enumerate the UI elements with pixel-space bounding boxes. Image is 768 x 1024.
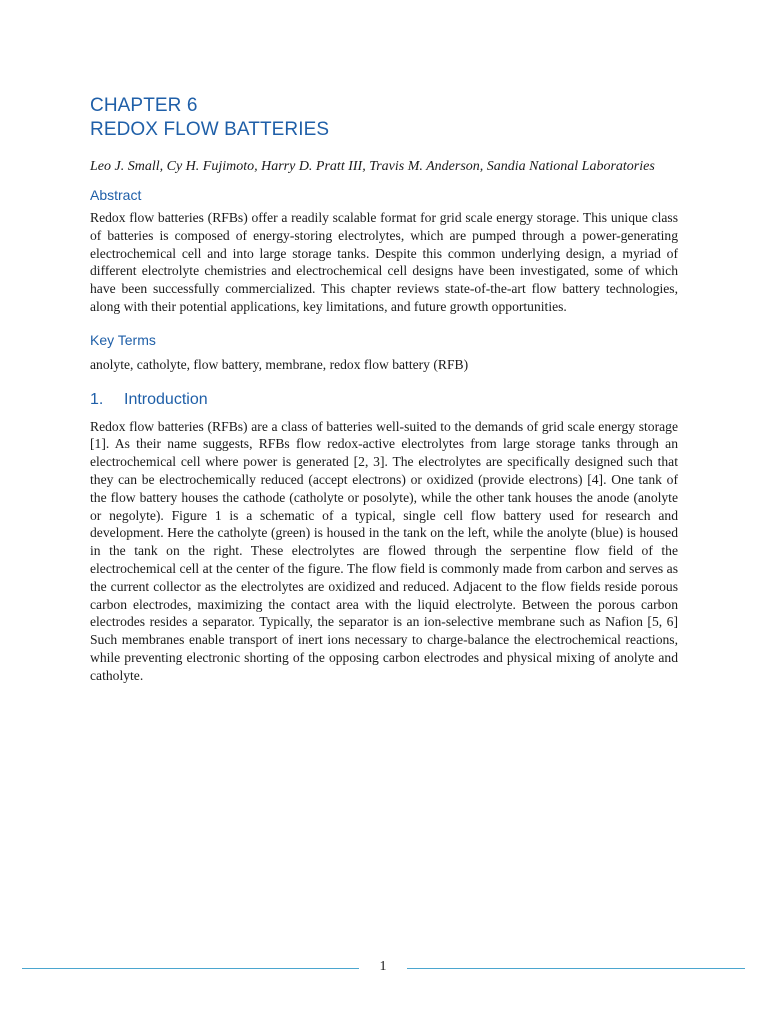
chapter-number: CHAPTER 6 xyxy=(90,95,198,116)
key-terms-text: anolyte, catholyte, flow battery, membrane, redox flow battery (RFB) xyxy=(90,356,469,372)
chapter-name: REDOX FLOW BATTERIES xyxy=(90,119,330,140)
footer-rule-right xyxy=(407,968,745,969)
abstract-heading: Abstract xyxy=(90,187,142,203)
author-list: Leo J. Small, Cy H. Fujimoto, Harry D. Pratt III, Travis M. Anderson, Sandia National Laboratories xyxy=(90,159,655,174)
chapter-title xyxy=(90,94,678,142)
introduction-heading xyxy=(90,390,678,410)
footer-rule-left xyxy=(22,968,359,969)
page-number: 1 xyxy=(379,959,387,974)
key-terms-heading: Key Terms xyxy=(90,331,156,348)
document-page xyxy=(90,94,678,685)
introduction-text: Redox flow batteries (RFBs) are a class of batteries well-suited to the demands of grid scale energy storage [1]. As their name suggests, RFBs flow redox-active electrolytes from large storage tanks through an electrochemical cell where power is generated [2, 3]. The electrolytes are specifically designed such that they can be electrochemically reduced (accept electrons) or oxidized (provide electrons) [4]. One tank of the flow battery houses the cathode (catholyte or posolyte), while the other tank houses the anode (anolyte or negolyte). Figure 1 is a schematic of a typical, single cell flow battery used for research and development. Here the catholyte (green) is housed in the tank on the left, while the anolyte (blue) is housed in the tank on the right. These electrolytes are flowed through the serpentine flow field of the electrochemical cell at the center of the figure. The flow field is commonly made from carbon and serves as the current collector as the electrolytes are oxidized and reduced. Adjacent to the flow fields reside porous carbon electrodes, maximizing the contact area with the liquid electrolyte. Between the porous carbon electrodes resides a separator. Typically, the separator is an ion-selective membrane such as Nafion [5, 6] Such membranes enable transport of inert ions necessary to charge-balance the electrochemical reactions, while preventing electronic shorting of the opposing carbon electrodes and physical mixing of anolyte and catholyte. xyxy=(90,418,678,683)
section-title: Introduction xyxy=(124,390,208,408)
section-number: 1. xyxy=(90,390,104,408)
abstract-text: Redox flow batteries (RFBs) offer a readily scalable format for grid scale energy storage. This unique class of batteries is composed of energy-storing electrolytes, which are pumped through a power-generating electrochemical cell and into large storage tanks. Despite this common underlying design, a myriad of different electrolyte chemistries and electrochemical cell designs have been investigated, some of which have been successfully commercialized. This chapter reviews state-of-the-art flow battery technologies, along with their potential applications, key limitations, and future growth opportunities. xyxy=(90,210,678,314)
